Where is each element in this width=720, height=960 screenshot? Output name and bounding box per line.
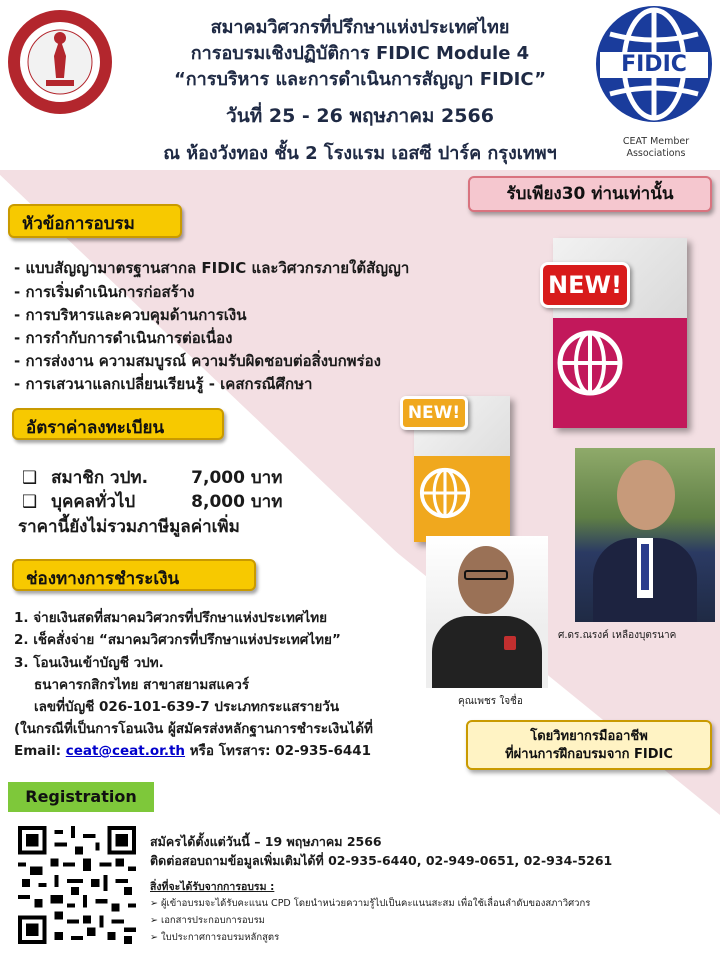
fee-general-row [22, 488, 282, 515]
speaker2-photo [426, 536, 548, 688]
checkbox-icon: ❑ [22, 492, 38, 512]
speaker-banner-line2: ที่ผ่านการฝึกอบรมจาก FIDIC [505, 747, 673, 762]
fee-member-label: สมาชิก วปท. [51, 468, 149, 488]
email-label: Email: [14, 743, 62, 759]
topics-heading: หัวข้อการอบรม [8, 204, 182, 238]
benefit-item: ➢ เอกสารประกอบการอบรม [150, 915, 265, 926]
speaker1-name: ศ.ดร.ณรงค์ เหลืองบุตรนาค [558, 630, 677, 641]
registration-label: Registration [8, 782, 154, 812]
speaker2-face [458, 546, 514, 614]
speaker1-face [617, 460, 675, 530]
fee-general-price: 8,000 บาท [191, 492, 283, 512]
workshop-title: การอบรมเชิงปฏิบัติการ FIDIC Module 4 [190, 43, 530, 64]
fee-member-price: 7,000 บาท [191, 468, 283, 488]
qr-code[interactable] [18, 826, 136, 944]
workshop-subtitle: “การบริหาร และการดำเนินการสัญญา FIDIC” [173, 69, 547, 90]
fee-member-row [22, 464, 282, 491]
checkbox-icon: ❑ [22, 468, 38, 488]
benefit-item: ➢ ผู้เข้าอบรมจะได้รับคะแนน CPD โดยนำหน่วยความรู้ไปเป็นคะแนนสะสม เพื่อใช้เลื่อนลำดับของสภาวิศวกร [150, 898, 591, 909]
topic-item: - การส่งงาน ความสมบูรณ์ ความรับผิดชอบต่อสิ่งบกพร่อง [14, 352, 381, 370]
payment-line: ธนาคารกสิกรไทย สาขาสยามสแควร์ [34, 677, 250, 693]
fax-text: หรือ โทรสาร: 02-935-6441 [189, 743, 372, 759]
seats-limit-badge: รับเพียง30 ท่านเท่านั้น [468, 176, 712, 212]
fidic-logo-text: FIDIC [621, 52, 687, 77]
topic-item: - แบบสัญญามาตรฐานสากล FIDIC และวิศวกรภายใต้สัญญา [14, 259, 410, 277]
new-badge-small: NEW! [400, 396, 468, 430]
fee-general-label: บุคคลทั่วไป [51, 492, 136, 512]
topic-item: - การเริ่มดำเนินการก่อสร้าง [14, 283, 195, 301]
speaker-banner-line1: โดยวิทยากรมืออาชีพ [530, 729, 648, 744]
caption-line-1: CEAT Member [622, 136, 690, 147]
speaker2-glasses [464, 570, 508, 580]
speaker-banner [466, 720, 712, 770]
payment-line: เลขที่บัญชี 026-101-639-7 ประเภทกระแสรายวัน [34, 699, 340, 715]
registration-contact: ติดต่อสอบถามข้อมูลเพิ่มเติมได้ที่ 02-935-6440, 02-949-0651, 02-934-5261 [150, 853, 613, 868]
caption-line-2: Associations [626, 148, 686, 159]
payment-line: 2. เช็คสั่งจ่าย “สมาคมวิศวกรที่ปรึกษาแห่งประเทศไทย” [14, 632, 341, 648]
speaker1-photo [575, 448, 715, 622]
topic-item: - การกำกับการดำเนินการต่อเนื่อง [14, 329, 233, 347]
registration-open: สมัครได้ตั้งแต่วันนี้ – 19 พฤษภาคม 2566 [150, 834, 382, 849]
event-venue: ณ ห้องวังทอง ชั้น 2 โรงแรม เอสซี ปาร์ค กรุงเทพฯ [163, 143, 557, 164]
globe-icon [418, 466, 472, 520]
payment-line: 3. โอนเงินเข้าบัญชี วปท. [14, 655, 164, 671]
payment-heading: ช่องทางการชำระเงิน [12, 559, 256, 591]
payment-line: 1. จ่ายเงินสดที่สมาคมวิศวกรที่ปรึกษาแห่งประเทศไทย [14, 610, 328, 626]
speaker2-jacket [432, 616, 542, 688]
speaker2-name: คุณเพชร ใจชื่อ [458, 696, 523, 707]
org-name: สมาคมวิศวกรที่ปรึกษาแห่งประเทศไทย [210, 17, 510, 38]
fidic-logo [596, 6, 712, 122]
topic-item: - การบริหารและควบคุมด้านการเงิน [14, 306, 247, 324]
payment-contact [14, 739, 371, 761]
email-link[interactable]: ceat@ceat.or.th [65, 743, 186, 759]
payment-line: (ในกรณีที่เป็นการโอนเงิน ผู้สมัครส่งหลักฐานการชำระเงินได้ที่ [14, 721, 373, 737]
ceat-member-caption [604, 136, 708, 160]
benefit-item: ➢ ใบประกาศการอบรมหลักสูตร [150, 932, 280, 943]
globe-icon [555, 328, 625, 398]
benefits-heading: สิ่งที่จะได้รับจากการอบรม : [150, 881, 275, 893]
topic-item: - การเสวนาแลกเปลี่ยนเรียนรู้ - เคสกรณีศึกษา [14, 375, 313, 393]
event-date: วันที่ 25 - 26 พฤษภาคม 2566 [226, 105, 494, 127]
speaker1-tie [641, 544, 649, 590]
fees-heading: อัตราค่าลงทะเบียน [12, 408, 224, 440]
speaker2-pin [504, 636, 516, 650]
new-badge-large: NEW! [540, 262, 630, 308]
fee-vat-note: ราคานี้ยังไม่รวมภาษีมูลค่าเพิ่ม [18, 517, 240, 537]
